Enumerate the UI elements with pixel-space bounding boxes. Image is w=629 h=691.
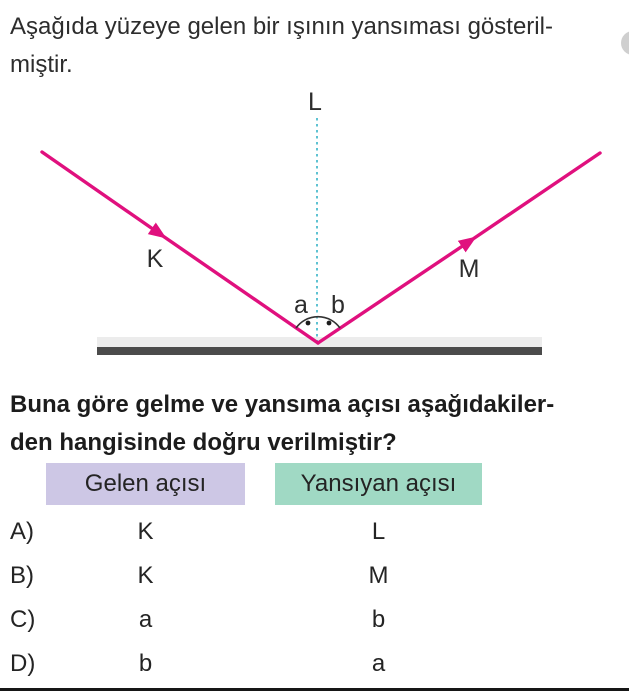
- page-edge-artifact: [621, 31, 629, 55]
- intro-line-1: Aşağıda yüzeye gelen bir ışının yansıması gösteril-: [10, 13, 553, 40]
- option-letter: C): [10, 606, 36, 633]
- option-gelen-value: a: [138, 606, 153, 633]
- option-row-b: [0, 562, 629, 590]
- option-yansiyan-value: M: [368, 562, 389, 589]
- option-yansiyan-value: L: [371, 518, 386, 545]
- normal-label: L: [308, 88, 322, 116]
- angle-a-dot: [306, 321, 311, 326]
- reflected-ray-label: M: [458, 255, 480, 283]
- question-text: [10, 386, 554, 462]
- option-letter: B): [10, 562, 34, 589]
- option-yansiyan-value: a: [371, 650, 386, 677]
- option-yansiyan-value: b: [371, 606, 386, 633]
- option-letter: D): [10, 650, 36, 677]
- option-row-c: [0, 606, 629, 634]
- intro-line-2: miştir.: [10, 51, 73, 78]
- header-gelen-acisi: Gelen açısı: [46, 463, 245, 505]
- option-row-a: [0, 518, 629, 546]
- mirror-surface: [97, 337, 542, 355]
- header-yansiyan-acisi: Yansıyan açısı: [275, 463, 482, 505]
- question-line-2: den hangisinde doğru verilmiştir?: [10, 429, 397, 456]
- option-gelen-value: b: [138, 650, 153, 677]
- incident-ray-label: K: [146, 245, 164, 273]
- option-row-d: [0, 650, 629, 678]
- question-line-1: Buna göre gelme ve yansıma açısı aşağıdakiler-: [10, 391, 555, 418]
- angle-b-dot: [327, 321, 332, 326]
- incident-ray: [42, 152, 318, 343]
- option-gelen-value: K: [137, 518, 154, 545]
- reflected-ray: [318, 153, 600, 343]
- option-gelen-value: K: [137, 562, 154, 589]
- angle-b-label: b: [331, 291, 345, 319]
- angle-a-label: a: [294, 291, 308, 319]
- option-letter: A): [10, 518, 34, 545]
- reflection-diagram: [0, 80, 629, 365]
- intro-text: [10, 8, 553, 84]
